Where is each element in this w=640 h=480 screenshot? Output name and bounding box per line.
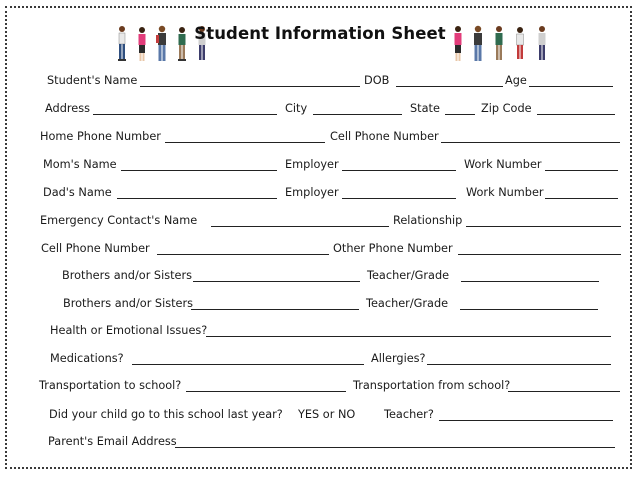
row-medications bbox=[0, 350, 640, 368]
student-name-label: Student's Name bbox=[47, 74, 138, 87]
health-field[interactable] bbox=[206, 336, 611, 337]
dob-field[interactable] bbox=[396, 86, 503, 87]
transport-to-field[interactable] bbox=[186, 391, 346, 392]
siblings-1-field[interactable] bbox=[193, 281, 360, 282]
student-name-field[interactable] bbox=[140, 86, 360, 87]
page-title: Student Information Sheet bbox=[194, 24, 446, 43]
mom-employer-field[interactable] bbox=[342, 170, 456, 171]
mom-work-number-field[interactable] bbox=[545, 170, 618, 171]
dad-work-number-label: Work Number bbox=[466, 186, 544, 199]
mom-name-label: Mom's Name bbox=[43, 158, 117, 171]
row-last-year bbox=[0, 406, 640, 424]
row-email bbox=[0, 433, 640, 451]
teacher-grade-1-field[interactable] bbox=[461, 281, 599, 282]
dad-employer-label: Employer bbox=[285, 186, 339, 199]
row-address bbox=[0, 100, 640, 118]
state-field[interactable] bbox=[445, 114, 475, 115]
dad-name-label: Dad's Name bbox=[43, 186, 112, 199]
other-phone-field[interactable] bbox=[458, 254, 621, 255]
row-siblings-1 bbox=[0, 267, 640, 285]
teacher-label: Teacher? bbox=[384, 408, 434, 421]
row-mom bbox=[0, 156, 640, 174]
parent-email-field[interactable] bbox=[175, 447, 615, 448]
student-figure-9 bbox=[517, 27, 524, 59]
siblings-2-label: Brothers and/or Sisters bbox=[63, 297, 194, 310]
siblings-2-field[interactable] bbox=[191, 309, 359, 310]
allergies-field[interactable] bbox=[427, 364, 611, 365]
yes-no-option[interactable]: YES or NO bbox=[298, 408, 356, 421]
dad-employer-field[interactable] bbox=[342, 198, 456, 199]
student-figure-10 bbox=[539, 26, 546, 60]
zip-label: Zip Code bbox=[481, 102, 532, 115]
mom-name-field[interactable] bbox=[121, 170, 277, 171]
row-student-info bbox=[0, 72, 640, 90]
row-health bbox=[0, 322, 640, 340]
address-field[interactable] bbox=[93, 114, 277, 115]
relationship-label: Relationship bbox=[393, 214, 463, 227]
allergies-label: Allergies? bbox=[371, 352, 426, 365]
row-emergency bbox=[0, 212, 640, 230]
student-figure-8 bbox=[496, 26, 503, 60]
transport-from-field[interactable] bbox=[508, 391, 620, 392]
row-siblings-2 bbox=[0, 295, 640, 313]
dad-name-field[interactable] bbox=[117, 198, 277, 199]
row-phones bbox=[0, 128, 640, 146]
medications-field[interactable] bbox=[132, 364, 364, 365]
zip-field[interactable] bbox=[537, 114, 615, 115]
state-label: State bbox=[410, 102, 440, 115]
home-phone-label: Home Phone Number bbox=[40, 130, 161, 143]
age-label: Age bbox=[505, 74, 527, 87]
cell-phone-label: Cell Phone Number bbox=[330, 130, 439, 143]
mom-work-number-label: Work Number bbox=[464, 158, 542, 171]
cell-phone-2-label: Cell Phone Number bbox=[41, 242, 150, 255]
medications-label: Medications? bbox=[50, 352, 124, 365]
parent-email-label: Parent's Email Address bbox=[48, 435, 177, 448]
cell-phone-field[interactable] bbox=[441, 142, 620, 143]
teacher-grade-1-label: Teacher/Grade bbox=[367, 269, 450, 282]
row-transportation bbox=[0, 377, 640, 395]
student-figure-6 bbox=[455, 26, 462, 61]
teacher-grade-2-field[interactable] bbox=[460, 309, 598, 310]
row-dad bbox=[0, 184, 640, 202]
teacher-field[interactable] bbox=[439, 420, 613, 421]
city-field[interactable] bbox=[313, 114, 402, 115]
relationship-field[interactable] bbox=[466, 226, 621, 227]
dob-label: DOB bbox=[364, 74, 390, 87]
home-phone-field[interactable] bbox=[165, 142, 325, 143]
teacher-grade-2-label: Teacher/Grade bbox=[366, 297, 449, 310]
last-year-label: Did your child go to this school last year? bbox=[49, 408, 283, 421]
emergency-contact-field[interactable] bbox=[211, 226, 389, 227]
dad-work-number-field[interactable] bbox=[545, 198, 618, 199]
emergency-contact-label: Emergency Contact's Name bbox=[40, 214, 198, 227]
health-label: Health or Emotional Issues? bbox=[50, 324, 208, 337]
transport-to-label: Transportation to school? bbox=[39, 379, 182, 392]
address-label: Address bbox=[45, 102, 90, 115]
other-phone-label: Other Phone Number bbox=[333, 242, 453, 255]
transport-from-label: Transportation from school? bbox=[353, 379, 511, 392]
siblings-1-label: Brothers and/or Sisters bbox=[62, 269, 193, 282]
row-other-phones bbox=[0, 240, 640, 258]
age-field[interactable] bbox=[529, 86, 613, 87]
city-label: City bbox=[285, 102, 308, 115]
student-figure-7 bbox=[474, 26, 482, 61]
students-illustration-right bbox=[448, 23, 554, 67]
cell-phone-2-field[interactable] bbox=[157, 254, 329, 255]
mom-employer-label: Employer bbox=[285, 158, 339, 171]
